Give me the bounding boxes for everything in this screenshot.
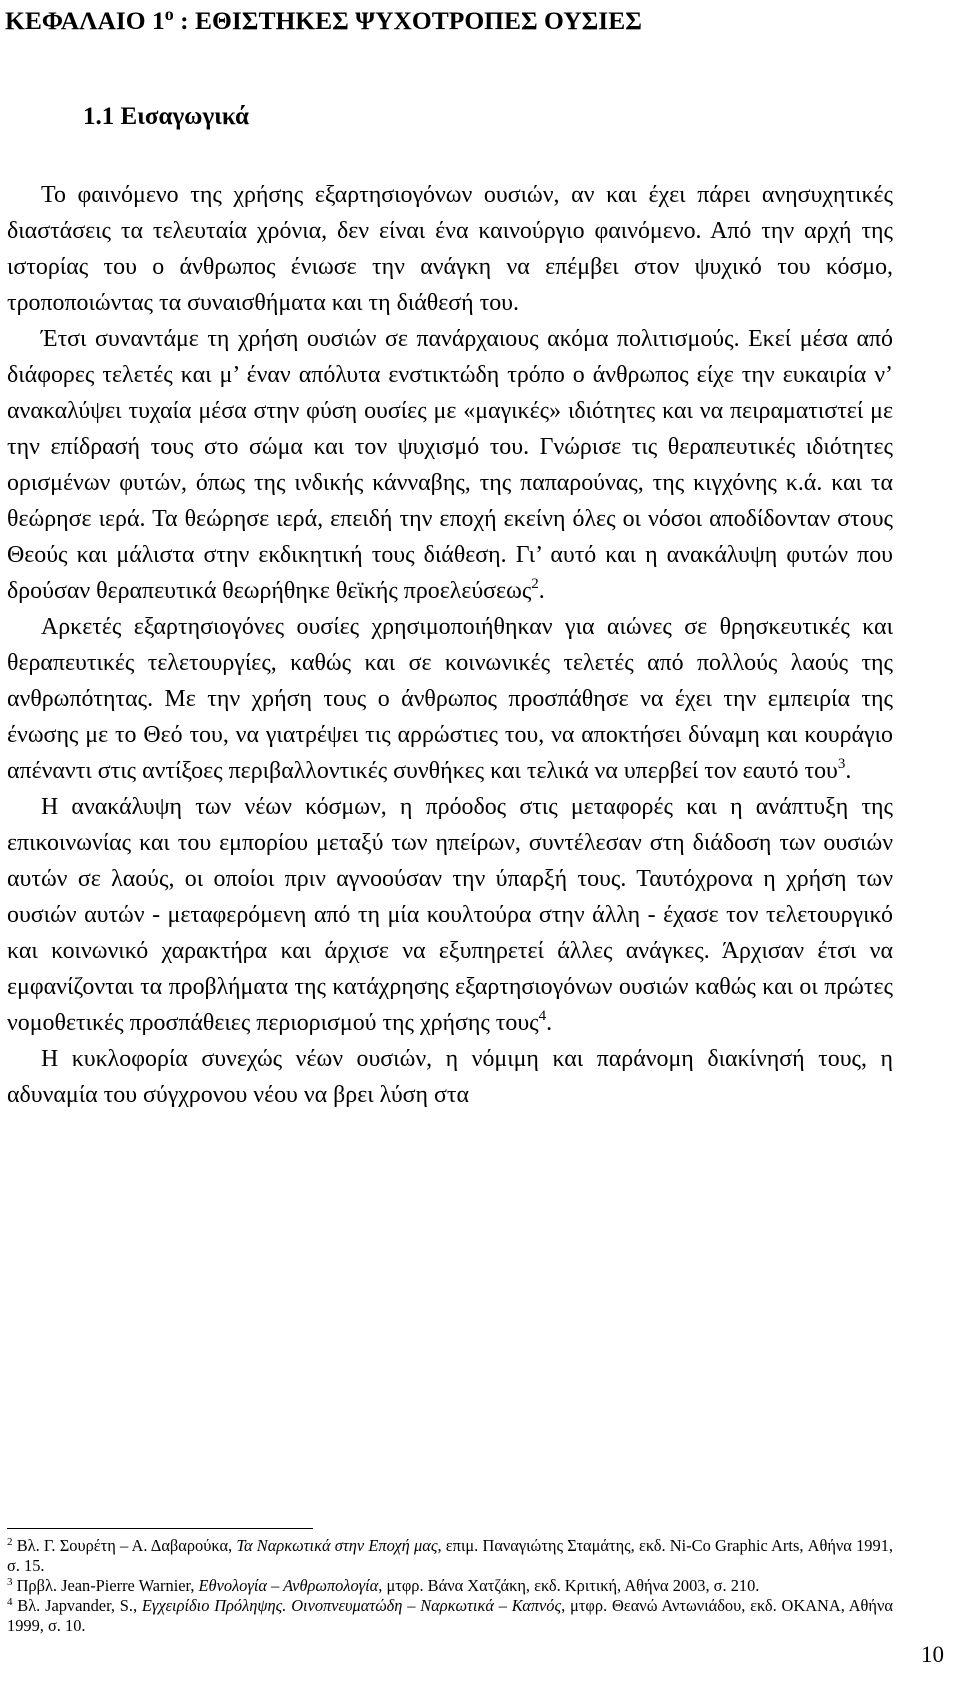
footnote-reference: 2	[531, 576, 539, 592]
page-number: 10	[921, 1642, 944, 1667]
footnote-text: Βλ. Japvander, S.,	[12, 1596, 142, 1615]
paragraph	[7, 177, 893, 321]
chapter-title-text: : ΕΘΙΣΤΗΚΕΣ ΨΥΧΟΤΡΟΠΕΣ ΟΥΣΙΕΣ	[173, 6, 642, 35]
paragraph-text: Αρκετές εξαρτησιογόνες ουσίες χρησιμοποιήθηκαν για αιώνες σε θρησκευτικές και θεραπευτικές τελετουργίες, καθώς και σε κοινωνικές τελετές από πολλούς λαούς της ανθρωπότητας. Με την χρήση τους ο άνθρωπος προσπάθησε να έχει την εμπειρία της ένωσης με το Θεό του, να γιατρέψει τις αρρώστιες του, να αποκτήσει δύναμη και κουράγιο απέναντι στις αντίξοες περιβαλλοντικές συνθήκες και τελικά να υπερβεί τον εαυτό του	[7, 614, 893, 784]
footnote-text: Βλ. Γ. Σουρέτη – Α. Δαβαρούκα,	[12, 1536, 237, 1555]
paragraph	[7, 789, 893, 1041]
footnote-book-title: Τα Ναρκωτικά στην Εποχή μας	[236, 1536, 438, 1555]
footnote-book-title: Εγχειρίδιο Πρόληψης. Οινοπνευματώδη – Ναρκωτικά – Καπνός	[141, 1596, 562, 1615]
chapter-title-prefix: ΚΕΦΑΛΑΙΟ 1	[5, 6, 165, 35]
chapter-ordinal-mark: ο	[164, 4, 174, 24]
footnote-separator	[7, 1528, 313, 1529]
footnote-text: Πρβλ. Jean-Pierre Warnier,	[12, 1576, 199, 1595]
footnote-number: 4	[7, 1596, 13, 1608]
footnote-number: 2	[7, 1536, 13, 1548]
paragraph	[7, 609, 893, 789]
paragraph-text: Το φαινόμενο της χρήσης εξαρτησιογόνων ουσιών, αν και έχει πάρει ανησυχητικές διαστάσεις τα τελευταία χρόνια, δεν είναι ένα καινούργιο φαινόμενο. Από την αρχή της ιστορίας του ο άνθρωπος ένιωσε την ανάγκη να επέμβει στον ψυχικό του κόσμο, τροποποιώντας τα συναισθήματα και τη διάθεσή του.	[7, 182, 893, 316]
paragraph-end: .	[538, 578, 545, 604]
footnote	[7, 1596, 893, 1636]
footnote	[7, 1536, 893, 1576]
footnote-text: , μτφρ. Θεανώ Αντωνιάδου, εκδ. ΟΚΑΝΑ, Αθήνα 1999, σ. 10.	[7, 1596, 893, 1635]
footnote-reference: 3	[837, 756, 846, 772]
footnote-text: , μτφρ. Βάνα Χατζάκη, εκδ. Κριτική, Αθήνα 2003, σ. 210.	[378, 1576, 760, 1595]
chapter-title	[5, 2, 955, 40]
footnote-book-title: Εθνολογία – Ανθρωπολογία	[198, 1576, 379, 1595]
footnote	[7, 1576, 893, 1596]
section-title: 1.1 Εισαγωγικά	[83, 103, 250, 130]
paragraph-text: Έτσι συναντάμε τη χρήση ουσιών σε πανάρχαιους ακόμα πολιτισμούς. Εκεί μέσα από διάφορες τελετές και μ’ έναν απόλυτα ενστικτώδη τρόπο ο άνθρωπος είχε την ευκαιρία ν’ ανακαλύψει τυχαία μέσα στην φύση ουσίες με «μαγικές» ιδιότητες και να πειραματιστεί με την επίδρασή τους στο σώμα και τον ψυχισμό του. Γνώρισε τις θεραπευτικές ιδιότητες ορισμένων φυτών, όπως της ινδικής κάνναβης, της παπαρούνας, της κιγχόνης κ.ά. και τα θεώρησε ιερά. Τα θεώρησε ιερά, επειδή την εποχή εκείνη όλες οι νόσοι αποδίδονταν στους Θεούς και μάλιστα στην εκδικητική τους διάθεση. Γι’ αυτό και η ανακάλυψη φυτών που δρούσαν θεραπευτικά θεωρήθηκε θεϊκής προελεύσεως	[7, 326, 893, 604]
paragraph	[7, 321, 893, 609]
paragraph-text: Η ανακάλυψη των νέων κόσμων, η πρόοδος στις μεταφορές και η ανάπτυξη της επικοινωνίας και του εμπορίου μεταξύ των ηπείρων, συντέλεσαν στη διάδοση των ουσιών αυτών σε λαούς, οι οποίοι πριν αγνοούσαν την ύπαρξή τους. Ταυτόχρονα η χρήση των ουσιών αυτών - μεταφερόμενη από τη μία κουλτούρα στην άλλη - έχασε τον τελετουργικό και κοινωνικό χαρακτήρα και άρχισε να εξυπηρετεί άλλες ανάγκες. Άρχισαν έτσι να εμφανίζονται τα προβλήματα της κατάχρησης εξαρτησιογόνων ουσιών καθώς και οι πρώτες νομοθετικές προσπάθειες περιορισμού της χρήσης τους	[7, 794, 893, 1036]
paragraph	[7, 1041, 893, 1113]
footnote-reference: 4	[538, 1008, 547, 1024]
paragraph-text: Η κυκλοφορία συνεχώς νέων ουσιών, η νόμιμη και παράνομη διακίνησή τους, η αδυναμία του σύγχρονου νέου να βρει λύση στα	[7, 1046, 893, 1108]
footnotes	[7, 1536, 893, 1636]
footnote-text: , επιμ. Παναγιώτης Σταμάτης, εκδ. Ni-Co Graphic Arts, Αθήνα 1991, σ. 15.	[7, 1536, 893, 1575]
footnote-number: 3	[7, 1576, 13, 1588]
paragraph-end: .	[546, 1010, 553, 1036]
paragraph-end: .	[845, 758, 852, 784]
body-text	[7, 177, 893, 1113]
